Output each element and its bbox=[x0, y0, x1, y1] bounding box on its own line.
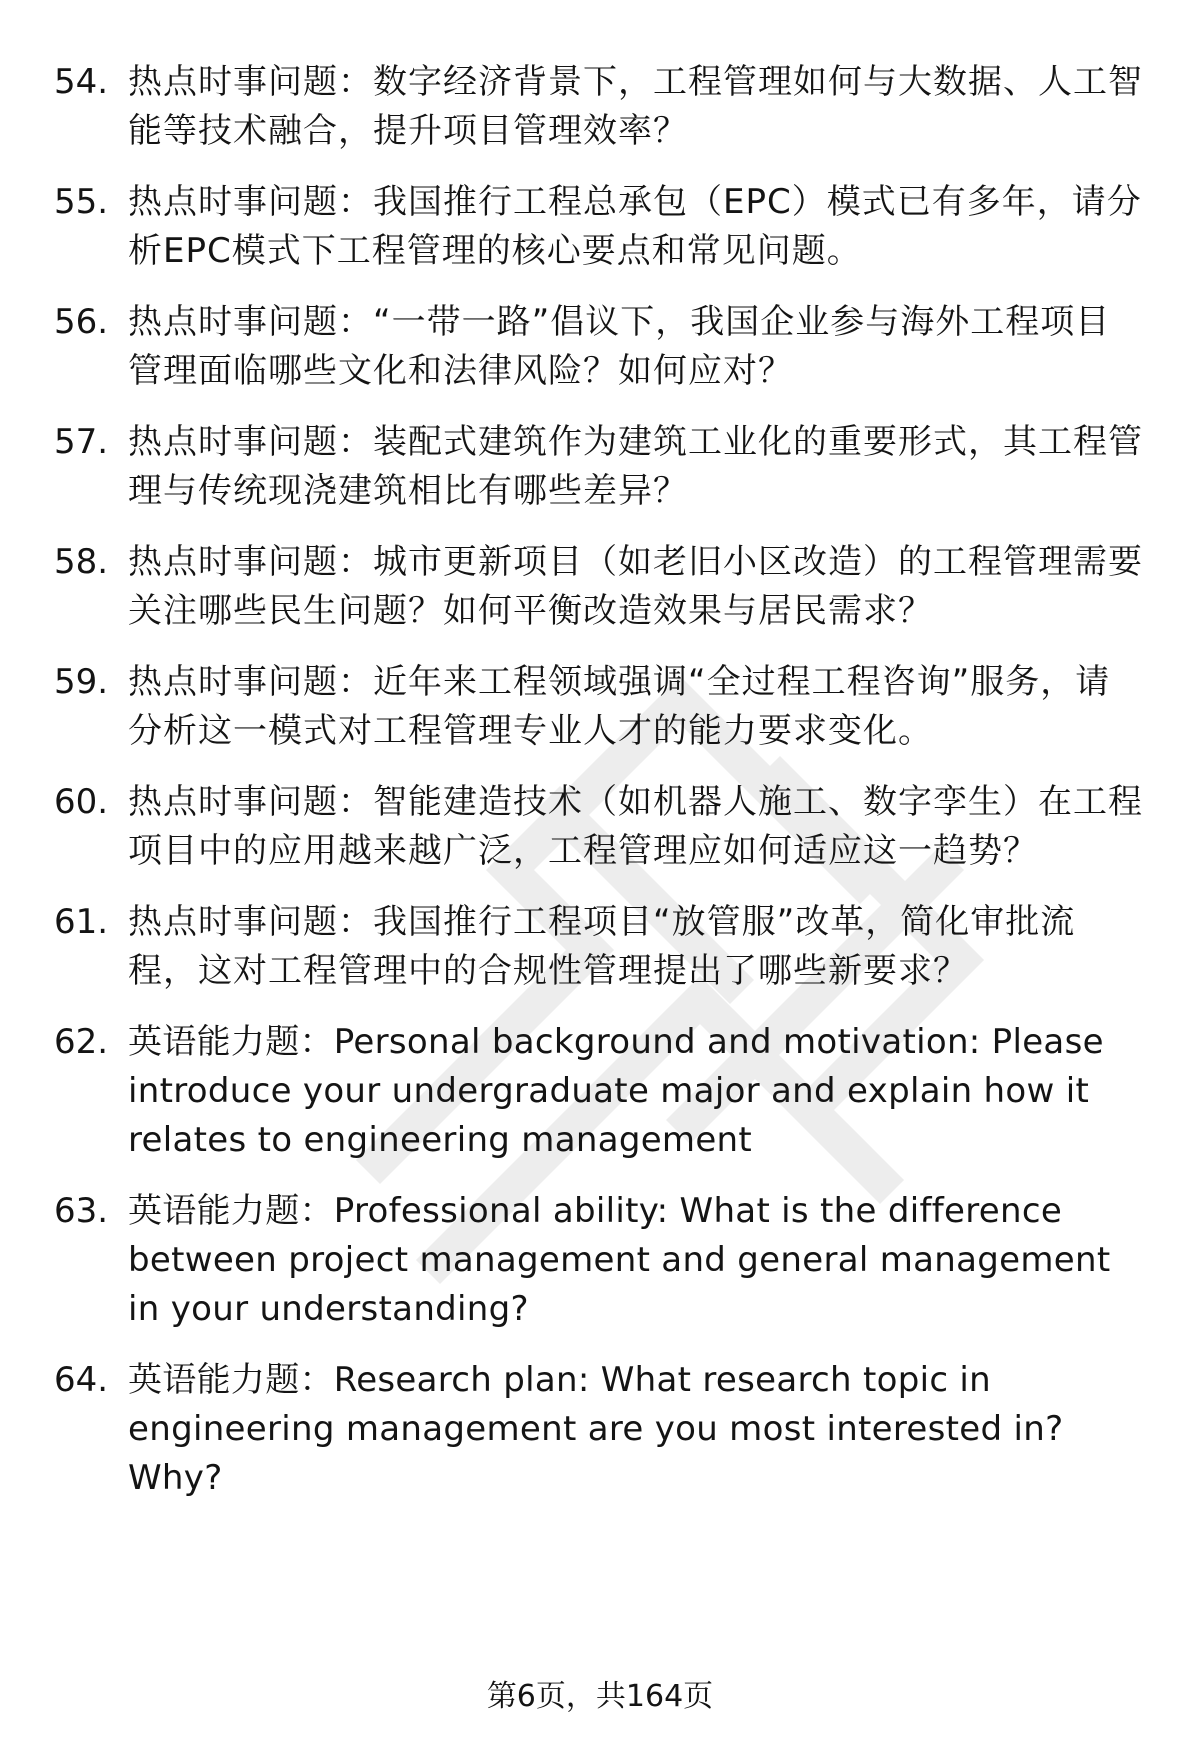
question-text: 英语能力题：Personal background and motivation: Please introduce your undergraduate major and explain how it relates to engineering management bbox=[128, 1022, 1104, 1160]
question-item bbox=[54, 418, 1144, 516]
question-item bbox=[54, 298, 1144, 396]
question-number: 59. bbox=[54, 662, 109, 702]
question-text: 热点时事问题：智能建造技术（如机器人施工、数字孪生）在工程项目中的应用越来越广泛，工程管理应如何适应这一趋势？ bbox=[128, 782, 1143, 871]
question-text: 热点时事问题：我国推行工程项目“放管服”改革，简化审批流程，这对工程管理中的合规性管理提出了哪些新要求？ bbox=[128, 902, 1076, 991]
question-item bbox=[54, 58, 1144, 156]
question-number: 64. bbox=[54, 1360, 109, 1400]
question-text: 热点时事问题：我国推行工程总承包（EPC）模式已有多年，请分析EPC模式下工程管理的核心要点和常见问题。 bbox=[128, 182, 1142, 271]
question-number: 57. bbox=[54, 422, 109, 462]
question-number: 62. bbox=[54, 1022, 109, 1062]
page-footer: 第6页，共164页 bbox=[486, 1679, 714, 1714]
question-item bbox=[54, 538, 1144, 636]
question-item bbox=[54, 1018, 1144, 1165]
question-text: 英语能力题：Professional ability: What is the difference between project management and general management in your understanding? bbox=[128, 1191, 1111, 1329]
question-item bbox=[54, 658, 1144, 756]
question-text: 热点时事问题：数字经济背景下，工程管理如何与大数据、人工智能等技术融合，提升项目管理效率？ bbox=[128, 62, 1143, 151]
question-text: 热点时事问题：“一带一路”倡议下，我国企业参与海外工程项目管理面临哪些文化和法律风险？如何应对？ bbox=[128, 302, 1111, 391]
question-number: 60. bbox=[54, 782, 109, 822]
question-text: 热点时事问题：城市更新项目（如老旧小区改造）的工程管理需要关注哪些民生问题？如何平衡改造效果与居民需求？ bbox=[128, 542, 1143, 631]
question-number: 58. bbox=[54, 542, 109, 582]
question-number: 56. bbox=[54, 302, 109, 342]
question-text: 热点时事问题：近年来工程领域强调“全过程工程咨询”服务，请分析这一模式对工程管理专业人才的能力要求变化。 bbox=[128, 662, 1111, 751]
question-number: 55. bbox=[54, 182, 109, 222]
question-item bbox=[54, 178, 1144, 276]
question-item bbox=[54, 1356, 1144, 1503]
question-text: 热点时事问题：装配式建筑作为建筑工业化的重要形式，其工程管理与传统现浇建筑相比有哪些差异？ bbox=[128, 422, 1143, 511]
question-number: 54. bbox=[54, 62, 109, 102]
question-text: 英语能力题：Research plan: What research topic in engineering management are you most interested in? Why? bbox=[128, 1360, 1064, 1498]
question-item bbox=[54, 1187, 1144, 1334]
question-number: 61. bbox=[54, 902, 109, 942]
question-number: 63. bbox=[54, 1191, 109, 1231]
question-list bbox=[54, 58, 1144, 1503]
question-item bbox=[54, 778, 1144, 876]
question-item bbox=[54, 898, 1144, 996]
